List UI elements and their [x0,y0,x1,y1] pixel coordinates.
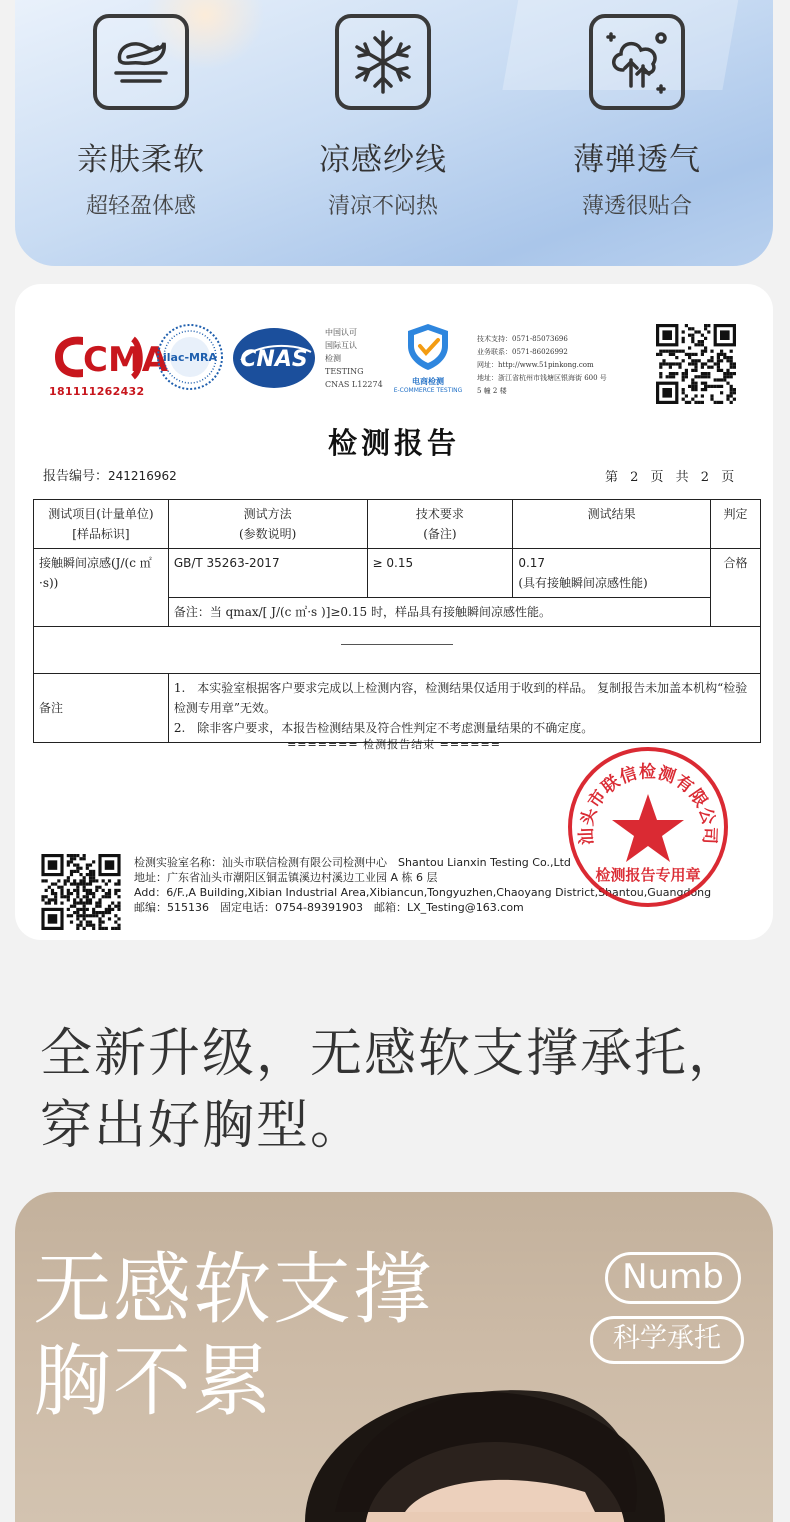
table-empty-row [34,627,761,674]
lab-info-line: Add：6/F.,A Building,Xibian Industrial Area,Xibiancun,Tongyuzhen,Chaoyang District,Shantou,Guangdong [134,886,712,899]
divider [341,644,453,645]
table-header: 测试结果 [513,500,711,549]
table-header: 判定 [711,500,761,549]
lab-info-line: 地址：广东省汕头市潮阳区铜盂镇溪边村溪边工业园 A 栋 6 层 [134,871,438,884]
requirement-cell: ≥ 0.15 [367,549,513,598]
contact-info [477,333,607,398]
report-number-value: 241216962 [108,469,177,483]
star-icon [612,794,684,862]
shield-check-icon [402,322,454,372]
lab-info-line: 检测实验室名称：汕头市联信检测有限公司检测中心 Shantou Lianxin Testing Co.,Ltd [134,856,571,869]
cnas-line: 中国认可 [325,328,357,337]
results-table [33,499,761,743]
contact-line: 5 幢 2 楼 [477,387,507,395]
cnas-line: TESTING [325,367,364,376]
test-item-cell: 接触瞬间凉感(J/(c ㎡·s)) [34,549,169,627]
breathable-tree-icon [589,14,685,110]
remark-line: 2. 除非客户要求，本报告检测结果及符合性判定不考虑测量结果的不确定度。 [173,721,594,735]
tag-pill: 科学承托 [590,1316,744,1364]
cnas-line: 检测 [325,354,341,363]
feature-subtitle: 薄透很贴合 [581,194,692,219]
report-title: 检测报告 [327,426,460,460]
feature-breathable [537,14,737,220]
ec-sublabel: E-COMMERCE TESTING [393,387,463,394]
cnas-line: CNAS L12274 [325,380,383,389]
table-remarks-row [34,674,761,743]
leaf-softness-icon [93,14,189,110]
cnas-logo-text: CNAS [240,347,308,372]
empty-cell [34,627,761,674]
ec-label: 电商检测 [412,377,444,386]
stamp-arc-text: 汕头市联信检测有限公司 [576,762,720,846]
feature-subtitle: 超轻盈体感 [85,194,196,219]
product-hero [15,1192,773,1522]
feature-title: 亲肤柔软 [77,142,205,178]
feature-softness [41,14,241,220]
ilac-logo-text: ilac-MRA [163,351,217,364]
contact-line: 技术支持：0571-85073696 [477,335,568,343]
note-cell: 备注：当 qmax/[ J/(c ㎡·s )]≥0.15 时，样品具有接触瞬间凉感性能。 [168,598,710,627]
qr-code-bottom[interactable] [41,854,121,934]
stamp-bottom-text: 检测报告专用章 [595,866,701,884]
ecommerce-testing-badge [393,322,463,394]
ilac-mra-logo [155,322,225,396]
product-title-line: 胸不累 [33,1337,274,1427]
qr-code-top[interactable] [656,324,736,408]
table-header-row [34,500,761,549]
cma-number: 181111262432 [49,385,145,398]
official-seal-stamp [565,744,731,914]
cnas-accreditation-text [325,326,383,391]
brand-pill: Numb [605,1252,741,1304]
feature-title: 凉感纱线 [319,142,447,178]
report-number-label: 报告编号： [43,469,109,484]
remarks-label: 备注 [34,674,169,743]
table-row [34,549,761,598]
contact-line: 地址：浙江省杭州市钱塘区银海街 600 号 [477,374,607,382]
verdict-cell: 合格 [711,549,761,627]
contact-line: 网址：http://www.51pinkong.com [477,361,594,369]
contact-line: 业务联系：0571-86026992 [477,348,568,356]
table-header: 测试方法 (参数说明) [168,500,367,549]
result-value: 0.17 [518,556,546,570]
result-cell [513,549,711,598]
features-banner [15,0,773,266]
result-note: (具有接触瞬间凉感性能) [518,576,648,590]
remarks-cell [168,674,760,743]
method-cell: GB/T 35263-2017 [168,549,367,598]
feature-title: 薄弹透气 [573,142,701,178]
cnas-logo [231,326,317,394]
cma-logo-text: CMA [83,340,169,380]
report-end-marker: ======= 检测报告结束 ====== [287,738,501,751]
cma-logo [49,331,169,398]
marketing-headline: 全新升级，无感软支撑承托，穿出好胸型。 [40,1024,743,1156]
report-number [43,465,177,484]
snowflake-icon [335,14,431,110]
cnas-line: 国际互认 [325,341,357,350]
model-photo [295,1372,635,1516]
lab-info-line: 邮编：515136 固定电话：0754-89391903 邮箱：LX_Testing@163.com [134,901,524,914]
product-title-line: 无感软支撑 [33,1245,434,1335]
remark-line: 1. 本实验室根据客户要求完成以上检测内容，检测结果仅适用于收到的样品。 复制报告未加盖本机构“检验检测专用章”无效。 [173,681,748,715]
page-info: 第 2 页 共 2 页 [605,470,739,485]
feature-subtitle: 清凉不闷热 [327,194,438,219]
feature-cooling [283,14,483,220]
test-report-card [15,284,773,940]
table-header: 测试项目(计量单位) [样品标识] [34,500,169,549]
table-header: 技术要求 (备注) [367,500,513,549]
